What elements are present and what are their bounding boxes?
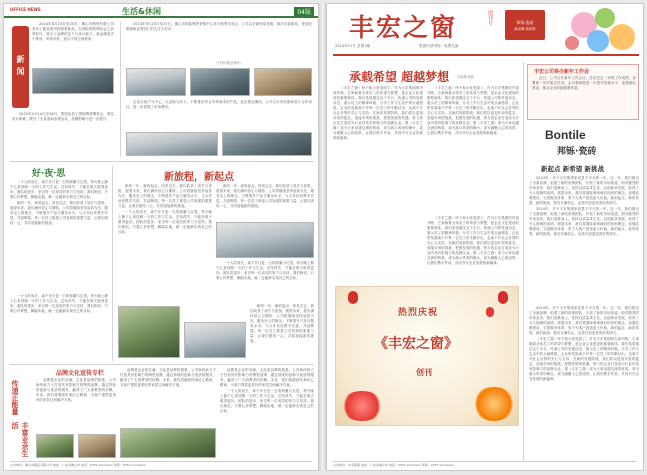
section2-text-3: 一个人的成长，离不开日复一日的积累与反思。每天晚上静下心来回顾一天的工作与生活，总结得失，才能在明天做得更好。团队的进步，来自每一位成员的努力与坚持，我们相信，只要心怀梦想，脚踏实地，就一定能够实现自己的目标。 xyxy=(216,261,314,280)
circle-icon xyxy=(595,8,615,28)
section2-photo-1 xyxy=(216,222,314,258)
brand-logo xyxy=(537,128,633,158)
section2-photo-2 xyxy=(118,306,180,358)
celebration-graphic xyxy=(335,286,519,426)
divider xyxy=(523,62,524,462)
top-right-photo-1 xyxy=(126,68,186,96)
celebration-title: 热烈庆祝 xyxy=(398,308,439,318)
divider xyxy=(10,364,314,365)
section3-text-3: 品牌是企业的灵魂，文化是品牌的根基。公司始终致力于打造具有影响力的陶瓷品牌，通过持续的创新与优质的服务，赢得了广大消费者的信赖。未来，我们将继续传承匠心精神，为客户提供更美好的家居空间解决方案。 一个人的成长，离不开日复一日的积累与反思。每天晚上静下心来回顾一天的工作与生活，总结得失，才能在明天做得更好。团队的进步，来自每一位成员的努力与坚持，我们相信，只要心怀梦想，脚踏实地，就一定能够实现自己的目标。 xyxy=(220,368,314,413)
circle-icon xyxy=(565,36,579,50)
section2-title: 新旅程，新起点 xyxy=(164,172,234,183)
brand-text-1: 2014年，对于丰宏集团来说是不平凡的一年。这一年，我们推出了全新品牌，组建了新的营销团队，开拓了新的市场渠道。面对激烈的市场竞争，我们迎难而上，坚持以质量求生存，以创新求发展，取得了令人鼓舞的成绩。展望未来，我们将继续秉承诚信经营的理念，加强品牌建设，完善服务体系，努力为客户创造更大价值。新的起点，新的希望，新的挑战，我们充满信心，必将开创更加美好的明天。 2014年，对于丰宏集团来说是不平凡的一年。这一年，我们推出了全新品牌，组建了新的营销团队，开拓了新的市场渠道。面对激烈的市场竞争，我们迎难而上，坚持以质量求生存，以创新求发展，取得了令人鼓舞的成绩。展望未来，我们将继续秉承诚信经营的理念，加强品牌建设，完善服务体系，努力为客户创造更大价值。新的起点，新的希望，新的挑战，我们充满信心，必将开创更加美好的明天。 xyxy=(529,176,639,236)
section2-text-1: 新的一年，新的起点。回首过去，我们收获了成长与喜悦；展望未来，我们满怀信心与期待。公司将继续坚持品质为先、服务至上的理念，不断提升产品与服务水平，与合作伙伴携手共进，共创辉煌。每一位员工都是公司发展的重要力量，让我们团结一心，共同迎接新的挑战。 一个人的成长，离不开日复一日的积累与反思。每天晚上静下心来回顾一天的工作与生活，总结得失，才能在明天做得更好。团队的进步，来自每一位成员的努力与坚持，我们相信，只要心怀梦想，脚踏实地，就一定能够实现自己的目标。 xyxy=(118,184,212,234)
divider xyxy=(10,161,314,162)
lead-title: 承载希望 超越梦想 xyxy=(349,70,450,84)
section3-text: 品牌是企业的灵魂，文化是品牌的根基。公司始终致力于打造具有影响力的陶瓷品牌，通过持续的创新与优质的服务，赢得了广大消费者的信赖。未来，我们将继续传承匠心精神，为客户提供更美好的家居空间解决方案。 xyxy=(36,378,116,402)
badge-line: 新品牌 新形象 xyxy=(514,26,536,31)
section2-photo-3 xyxy=(184,322,246,358)
section3-photo-1 xyxy=(36,434,74,458)
brand-name: 邦铄·瓷砖 xyxy=(557,147,597,157)
decorative-circles xyxy=(565,8,639,56)
left-header xyxy=(4,4,319,18)
mid-right-photo-1 xyxy=(126,132,218,156)
masthead-rule xyxy=(333,54,639,56)
mid-right-text: 企业以客户为中心，以创新为动力，不断推出符合市场需求的产品。此次展会期间，公司与多家经销商签订合作协议，进一步拓展了市场网络。 xyxy=(126,100,312,109)
section2-left-text: 一个人的成长，离不开日复一日的积累与反思。每天晚上静下心来回顾一天的工作与生活，总结得失，才能在明天做得更好。团队的进步，来自每一位成员的努力与坚持，我们相信，只要心怀梦想，脚踏实地，就一定能够实现自己的目标。 新的一年，新的起点。回首过去，我们收获了成长与喜悦；展望未来，我们满怀信心与期待。公司将继续坚持品质为先、服务至上的理念，不断提升产品与服务水平，与合作伙伴携手共进，共创辉煌。每一位员工都是公司发展的重要力量，让我们团结一心，共同迎接新的挑战。 xyxy=(10,180,108,225)
lead-text-3: 《丰宏之窗》终于和大家见面了。作为丰宏集团的内部刊物，它承载着全体员工的希望与梦想，是企业文化建设的重要载体。我们希望通过这个平台，传递公司的发展动态，展示员工的精神风貌，分享工作与生活中的点滴感悟。企业的发展离不开每一位员工的辛勤付出，也离不开社会各界的关心与支持。在新的发展阶段，我们将以更加开放的姿态，迎接市场的挑战，把握发展的机遇，努力将企业打造成为行业内具有影响力的品牌企业。愿《丰宏之窗》成为大家沟通交流的桥梁，成为展示风采的舞台，成为凝聚人心的纽带。让我们携手并肩，共同书写企业发展的新篇章。 xyxy=(427,216,519,265)
section2-text-2: 新的一年，新的起点。回首过去，我们收获了成长与喜悦；展望未来，我们满怀信心与期待。公司将继续坚持品质为先、服务至上的理念，不断提升产品与服务水平，与合作伙伴携手共进，共创辉煌。每一位员工都是公司发展的重要力量，让我们团结一心，共同迎接新的挑战。 xyxy=(216,184,314,208)
brand-headline: 新起点 新希望 新挑战 xyxy=(541,165,605,173)
lantern-icon xyxy=(486,307,494,317)
circle-icon xyxy=(609,24,635,50)
flower-icon xyxy=(340,391,384,421)
masthead-small: OFFICE NEWS xyxy=(10,7,41,12)
brand-badge xyxy=(505,10,545,40)
lantern-icon xyxy=(498,291,508,304)
lead-text-2: 《丰宏之窗》终于和大家见面了。作为丰宏集团的内部刊物，它承载着全体员工的希望与梦想，是企业文化建设的重要载体。我们希望通过这个平台，传递公司的发展动态，展示员工的精神风貌，分享工作与生活中的点滴感悟。企业的发展离不开每一位员工的辛勤付出，也离不开社会各界的关心与支持。在新的发展阶段，我们将以更加开放的姿态，迎接市场的挑战，把握发展的机遇，努力将企业打造成为行业内具有影响力的品牌企业。愿《丰宏之窗》成为大家沟通交流的桥梁，成为展示风采的舞台，成为凝聚人心的纽带。让我们携手并肩，共同书写企业发展的新篇章。 xyxy=(427,86,519,135)
masthead-slogan: 集团内部刊物 · 免费交流 xyxy=(419,44,459,48)
right-page xyxy=(326,3,644,471)
masthead-issue: 创刊号 xyxy=(487,10,493,25)
section3-side-labels: 传递正能量 丰富业余生活 xyxy=(11,380,29,457)
left-footer: 主办单位：佛山市陶瓷有限公司 地址：广东省佛山市 电话：0757-xxxxxxxx 传真：0757-xxxxxxxx xyxy=(10,461,312,467)
page-badge: 04版 xyxy=(294,7,314,16)
section2-text-4: 新的一年，新的起点。回首过去，我们收获了成长与喜悦；展望未来，我们满怀信心与期待。公司将继续坚持品质为先、服务至上的理念，不断提升产品与服务水平，与合作伙伴携手共进，共创辉煌。每一位员工都是公司发展的重要力量，让我们团结一心，共同迎接新的挑战。 xyxy=(250,304,314,343)
badge-line: 邦铄·瓷砖 xyxy=(516,19,534,25)
top-right-photo-2 xyxy=(190,68,250,96)
side-box-text: 近日，公司召开新年工作会议，总结过去一年的工作成绩，部署新一年的重点任务。会议强调要进一步提升管理水平，加强团队建设，推动企业持续健康发展。 xyxy=(532,76,636,90)
section2-left-text-b: 一个人的成长，离不开日复一日的积累与反思。每天晚上静下心来回顾一天的工作与生活，总结得失，才能在明天做得更好。团队的进步，来自每一位成员的努力与坚持，我们相信，只要心怀梦想，脚踏实地，就一定能够实现自己的目标。 xyxy=(10,294,108,313)
left-page xyxy=(3,3,319,471)
mid-right-photo-2 xyxy=(222,132,312,156)
brand-text-2: 2014年，对于丰宏集团来说是不平凡的一年。这一年，我们推出了全新品牌，组建了新的营销团队，开拓了新的市场渠道。面对激烈的市场竞争，我们迎难而上，坚持以质量求生存，以创新求发展，取得了令人鼓舞的成绩。展望未来，我们将继续秉承诚信经营的理念，加强品牌建设，完善服务体系，努力为客户创造更大价值。新的起点，新的希望，新的挑战，我们充满信心，必将开创更加美好的明天。 《丰宏之窗》终于和大家见面了。作为丰宏集团的内部刊物，它承载着全体员工的希望与梦想，是企业文化建设的重要载体。我们希望通过这个平台，传递公司的发展动态，展示员工的精神风貌，分享工作与生活中的点滴感悟。企业的发展离不开每一位员工的辛勤付出，也离不开社会各界的关心与支持。在新的发展阶段，我们将以更加开放的姿态，迎接市场的挑战，把握发展的机遇，努力将企业打造成为行业内具有影响力的品牌企业。愿《丰宏之窗》成为大家沟通交流的桥梁，成为展示风采的舞台，成为凝聚人心的纽带。让我们携手并肩，共同书写企业发展的新篇章。 xyxy=(529,306,639,381)
masthead-title: 丰宏之窗 xyxy=(349,13,458,42)
right-footer: 主办单位：丰宏集团 地址：广东省佛山市 电话：0757-xxxxxxxx 传真：0757-xxxxxxxx xyxy=(333,461,637,467)
section3-photo-2 xyxy=(78,434,116,458)
divider xyxy=(120,22,121,157)
section3-photo-3 xyxy=(120,428,216,458)
section-title: 生活&休闲 xyxy=(122,7,161,16)
side-box-title: 丰宏公司举办新年工作会 xyxy=(534,69,590,75)
masthead-date: 2014年11月 总第1期 xyxy=(335,44,371,48)
lead-byline: 总经理 致辞 xyxy=(457,75,474,79)
flower-icon xyxy=(472,387,516,421)
brand-logo-text: Bontile xyxy=(545,128,586,142)
vertical-tag: 新闻 xyxy=(12,26,29,108)
lantern-icon xyxy=(348,291,358,304)
circle-icon xyxy=(587,30,609,52)
top-left-text: 2014年8月23日至25日，佛山市陶瓷有限公司发布了新品系列的强势新品，在国际陶瓷博览会上获得好评，展示了品牌的实力与设计能力。新品涵盖多个系列，风格多样，适合不同空间使用。 xyxy=(32,22,114,41)
celebration-name: 《丰宏之窗》 xyxy=(374,336,458,352)
section3-title: 品牌文化宣传专栏 xyxy=(56,370,105,377)
side-box xyxy=(527,64,639,120)
top-right-photo-3 xyxy=(254,68,312,96)
page-gutter xyxy=(319,3,326,471)
top-right-text: 2014年9月25日至27日，佛山市国际陶瓷采购中心举办秋季交易会，公司以全新形象亮相，推出多款新品，受到经销商和业界同仁的关注与好评。 xyxy=(126,22,312,31)
celebration-sub: 创刊 xyxy=(416,367,432,377)
section3-text-2: 品牌是企业的灵魂，文化是品牌的根基。公司始终致力于打造具有影响力的陶瓷品牌，通过持续的创新与优质的服务，赢得了广大消费者的信赖。未来，我们将继续传承匠心精神，为客户提供更美好的家居空间解决方案。 xyxy=(120,368,216,387)
top-right-caption: （下图为展会现场） xyxy=(214,61,243,65)
lead-text-1: 《丰宏之窗》终于和大家见面了。作为丰宏集团的内部刊物，它承载着全体员工的希望与梦想，是企业文化建设的重要载体。我们希望通过这个平台，传递公司的发展动态，展示员工的精神风貌，分享工作与生活中的点滴感悟。企业的发展离不开每一位员工的辛勤付出，也离不开社会各界的关心与支持。在新的发展阶段，我们将以更加开放的姿态，迎接市场的挑战，把握发展的机遇，努力将企业打造成为行业内具有影响力的品牌企业。愿《丰宏之窗》成为大家沟通交流的桥梁，成为展示风采的舞台，成为凝聚人心的纽带。让我们携手并肩，共同书写企业发展的新篇章。 xyxy=(333,86,423,140)
top-left-photo xyxy=(32,68,114,94)
section2-left-title: 好·夜·思 xyxy=(32,169,66,179)
divider xyxy=(112,166,113,361)
top-left-text-2: 2015年4月14日至16日，集团参加了国际陶瓷博览会，展位设计新颖，吸引了大量客商参观洽谈，品牌影响力进一步提升。 xyxy=(12,112,114,121)
